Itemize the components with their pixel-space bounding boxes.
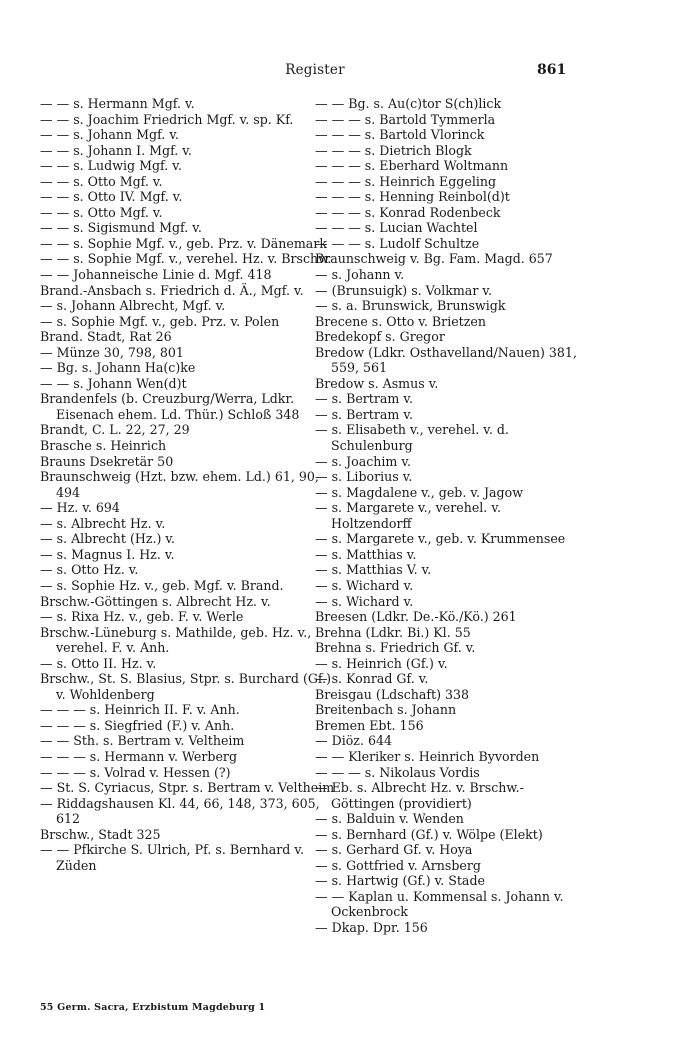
index-entry: Brandenfels (b. Creuzburg/Werra, Ldkr. Eisenach ehem. Ld. Thür.) Schloß 348	[40, 391, 300, 422]
page-header	[0, 62, 700, 84]
index-entry: — — Pfkirche S. Ulrich, Pf. s. Bernhard v. Züden	[40, 842, 305, 873]
index-entry: Brecene s. Otto v. Brietzen	[315, 313, 486, 329]
index-entry: — Münze 30, 798, 801	[40, 344, 184, 360]
index-entry: — Dkap. Dpr. 156	[315, 919, 428, 935]
index-entry: — s. Heinrich (Gf.) v.	[315, 655, 448, 671]
index-entry: Braunschweig (Hzt. bzw. ehem. Ld.) 61, 90, 494	[40, 469, 319, 500]
index-entry: — — Johanneische Linie d. Mgf. 418	[40, 267, 272, 283]
index-column-left	[40, 96, 340, 873]
index-entry: Brschw.-Lüneburg s. Mathilde, geb. Hz. v., verehel. F. v. Anh.	[40, 624, 312, 656]
index-entry: — Hz. v. 694	[40, 500, 120, 516]
index-entry: — — — s. Ludolf Schultze	[315, 235, 480, 251]
index-entry: Brschw., St. S. Blasius, Stpr. s. Burchard (Gf.) v. Wohldenberg	[40, 671, 332, 702]
index-entry: Bremen Ebt. 156	[315, 717, 424, 733]
index-entry: — s. Margarete v., verehel. v. Holtzendorff	[315, 500, 501, 531]
index-entry: — s. a. Brunswick, Brunswigk	[315, 298, 506, 314]
index-entry: — s. Joachim v.	[315, 453, 411, 469]
index-entry: — — — s. Konrad Rodenbeck	[315, 204, 501, 220]
index-entry: — Diöz. 644	[315, 733, 392, 749]
index-entry: — s. Gerhard Gf. v. Hoya	[315, 842, 473, 858]
index-entry: — s. Magdalene v., geb. v. Jagow	[315, 484, 523, 500]
index-entry: Breitenbach s. Johann	[315, 702, 457, 718]
index-entry: — s. Wichard v.	[315, 577, 414, 593]
page-number: 861	[537, 62, 567, 78]
index-entry: Brand. Stadt, Rat 26	[40, 329, 172, 345]
index-entry: — — s. Otto Mgf. v.	[40, 204, 163, 220]
index-entry: — s. Konrad Gf. v.	[315, 671, 429, 687]
index-entry: Bredow s. Asmus v.	[315, 375, 439, 391]
index-entry: — s. Bernhard (Gf.) v. Wölpe (Elekt)	[315, 826, 543, 842]
index-entry: — Riddagshausen Kl. 44, 66, 148, 373, 605, 612	[40, 795, 320, 827]
index-entry: — — s. Sophie Mgf. v., geb. Prz. v. Dänemark	[40, 235, 327, 251]
index-entry: — — — s. Bartold Tymmerla	[315, 111, 496, 127]
index-entry: Brand.-Ansbach s. Friedrich d. Ä., Mgf. v.	[40, 282, 304, 298]
index-entry: — s. Wichard v.	[315, 593, 414, 609]
index-entry: Brehna s. Friedrich Gf. v.	[315, 640, 476, 656]
index-entry: Bredow (Ldkr. Osthavelland/Nauen) 381, 559, 561	[315, 344, 577, 376]
index-entry: Brschw., Stadt 325	[40, 826, 161, 842]
index-entry: Brehna (Ldkr. Bi.) Kl. 55	[315, 624, 471, 640]
index-entry: — (Brunsuigk) s. Volkmar v.	[315, 282, 492, 298]
index-entry: — s. Sophie Hz. v., geb. Mgf. v. Brand.	[40, 577, 284, 593]
index-entry: Braunschweig v. Bg. Fam. Magd. 657	[315, 251, 553, 267]
index-entry: Breesen (Ldkr. De.-Kö./Kö.) 261	[315, 609, 517, 625]
index-entry: — s. Matthias v.	[315, 546, 417, 562]
index-entry: — s. Otto Hz. v.	[40, 562, 139, 578]
index-entry: — s. Balduin v. Wenden	[315, 811, 464, 827]
index-entry: — s. Magnus I. Hz. v.	[40, 546, 175, 562]
index-entry: — — s. Hermann Mgf. v.	[40, 96, 195, 111]
index-entry: — s. Bertram v.	[315, 406, 413, 422]
index-entry: — Bg. s. Johann Ha(c)ke	[40, 360, 196, 376]
index-entry: — — — s. Hermann v. Werberg	[40, 748, 238, 764]
index-entry: — s. Elisabeth v., verehel. v. d. Schulenburg	[315, 422, 509, 454]
index-entry: — s. Otto II. Hz. v.	[40, 655, 157, 671]
index-entry: — — s. Ludwig Mgf. v.	[40, 158, 182, 174]
index-entry: — — — s. Bartold Vlorinck	[315, 127, 485, 143]
index-entry: — — Kaplan u. Kommensal s. Johann v. Ockenbrock	[315, 888, 564, 920]
index-entry: — — — s. Heinrich II. F. v. Anh.	[40, 702, 240, 718]
index-entry: — — Kleriker s. Heinrich Byvorden	[315, 748, 540, 764]
index-entry: — — — s. Siegfried (F.) v. Anh.	[40, 717, 235, 733]
index-entry: — — s. Otto IV. Mgf. v.	[40, 189, 183, 205]
running-title: Register	[285, 62, 345, 78]
index-entry: — — — s. Dietrich Blogk	[315, 142, 472, 158]
index-column-right	[315, 96, 577, 936]
index-entry: Breisgau (Ldschaft) 338	[315, 686, 470, 702]
index-entry: — — s. Johann Wen(d)t	[40, 375, 187, 391]
index-entry: — s. Rixa Hz. v., geb. F. v. Werle	[40, 609, 244, 625]
index-entry: Brandt, C. L. 22, 27, 29	[40, 422, 190, 438]
index-entry: — s. Bertram v.	[315, 391, 413, 407]
index-entry: — — — s. Nikolaus Vordis	[315, 764, 480, 780]
index-entry: — s. Johann Albrecht, Mgf. v.	[40, 298, 226, 314]
index-entry: — s. Liborius v.	[315, 469, 413, 485]
index-entry: — s. Matthias V. v.	[315, 562, 432, 578]
index-entry: — — s. Joachim Friedrich Mgf. v. sp. Kf.	[40, 111, 294, 127]
index-entry: — — s. Sigismund Mgf. v.	[40, 220, 202, 236]
index-entry: — s. Gottfried v. Arnsberg	[315, 857, 481, 873]
index-entry: — s. Margarete v., geb. v. Krummensee	[315, 531, 566, 547]
page-footer: 55 Germ. Sacra, Erzbistum Magdeburg 1	[40, 1002, 266, 1013]
index-entry: Bredekopf s. Gregor	[315, 329, 445, 345]
index-entry: Brasche s. Heinrich	[40, 438, 167, 454]
index-entry: — — — s. Henning Reinbol(d)t	[315, 189, 510, 205]
index-entry: — — s. Sophie Mgf. v., verehel. Hz. v. Brschw.	[40, 251, 332, 267]
index-entry: — — — s. Volrad v. Hessen (?)	[40, 764, 231, 780]
index-entry: — Eb. s. Albrecht Hz. v. Brschw.-Göttingen (providiert)	[315, 780, 524, 811]
index-entry: Brauns Dsekretär 50	[40, 453, 174, 469]
index-entry: — — s. Otto Mgf. v.	[40, 173, 163, 189]
index-entry: — — Bg. s. Au(c)tor S(ch)lick	[315, 96, 502, 111]
index-entry: — s. Sophie Mgf. v., geb. Prz. v. Polen	[40, 313, 280, 329]
index-entry: Brschw.-Göttingen s. Albrecht Hz. v.	[40, 593, 271, 609]
index-entry: — — Sth. s. Bertram v. Veltheim	[40, 733, 245, 749]
index-entry: — — — s. Lucian Wachtel	[315, 220, 478, 236]
index-entry: — — — s. Heinrich Eggeling	[315, 173, 497, 189]
index-entry: — — s. Johann Mgf. v.	[40, 127, 179, 143]
index-entry: — s. Albrecht (Hz.) v.	[40, 531, 176, 547]
index-entry: — s. Johann v.	[315, 267, 405, 283]
index-entry: — — s. Johann I. Mgf. v.	[40, 142, 192, 158]
index-entry: — — — s. Eberhard Woltmann	[315, 158, 509, 174]
index-entry: — s. Albrecht Hz. v.	[40, 515, 166, 531]
index-entry: — s. Hartwig (Gf.) v. Stade	[315, 873, 485, 889]
index-entry: — St. S. Cyriacus, Stpr. s. Bertram v. Veltheim	[40, 780, 335, 796]
